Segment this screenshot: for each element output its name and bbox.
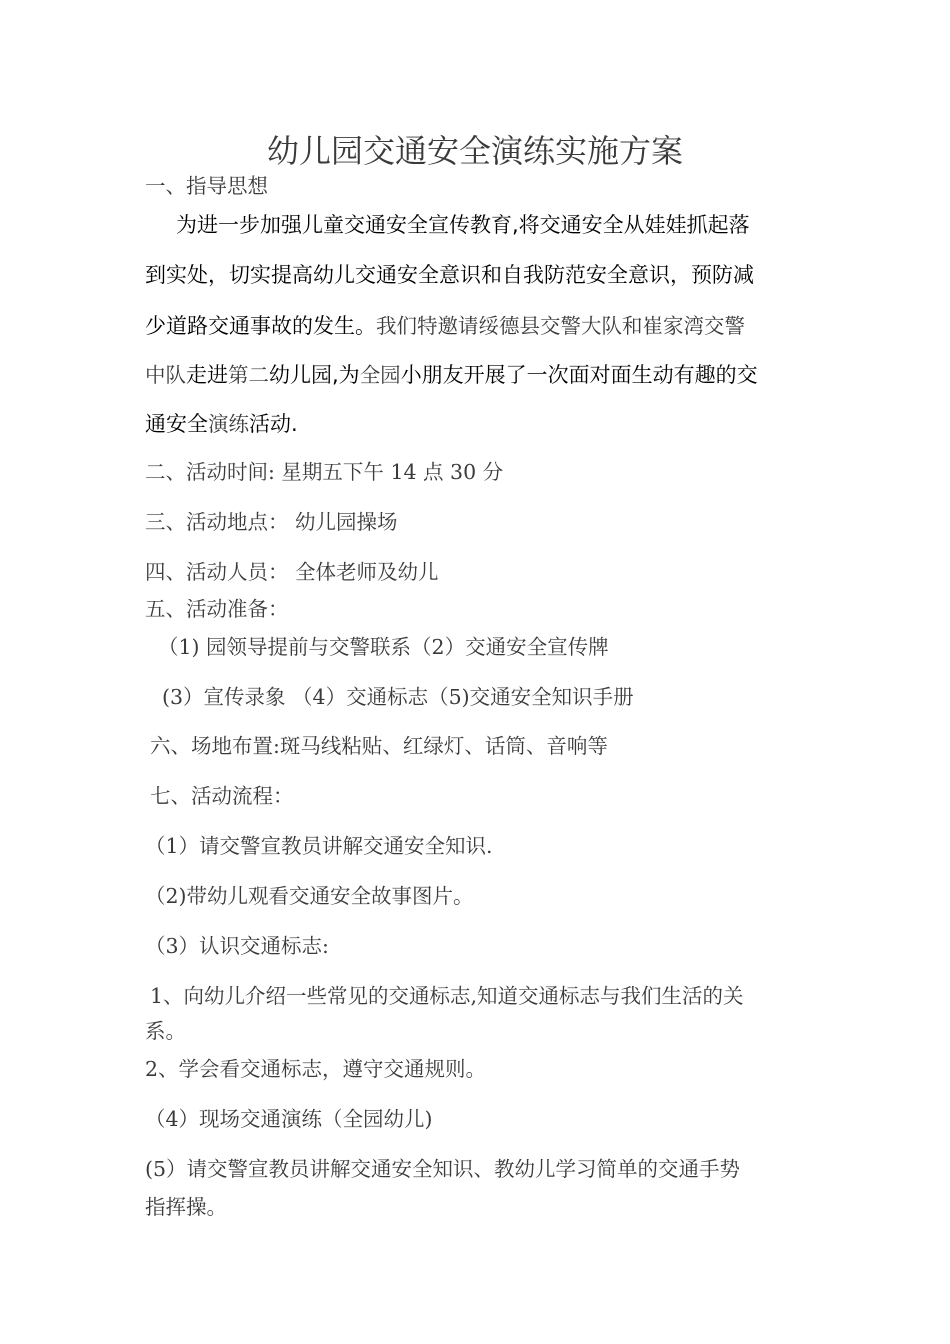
preparation-line-2: (3）宣传录象 （4）交通标志（5)交通安全知识手册 [162,685,634,709]
document-title: 幼儿园交通安全演练实施方案 [266,132,683,170]
paragraph-line-3 [145,311,745,341]
paragraph-line-1: 为进一步加强儿童交通安全宣传教育,将交通安全从娃娃抓起落 [176,213,750,237]
flow-item-1: （1）请交警宣教员讲解交通安全知识. [145,834,493,858]
flow-item-2: （2)带幼儿观看交通安全故事图片。 [145,884,474,908]
flow-item-3-sub-2: 2、学会看交通标志，遵守交通规则。 [145,1057,487,1081]
paragraph-line-4-part-a: 中队 [145,363,186,387]
flow-item-4: （4）现场交通演练（全园幼儿) [145,1107,433,1131]
paragraph-line-4-part-c: 第二 [228,363,269,387]
paragraph-line-4-part-d: 幼儿园,为 [269,363,360,387]
flow-item-3-sub-1-line-2: 系。 [145,1019,186,1043]
flow-item-5-line-1: (5）请交警宣教员讲解交通安全知识、教幼儿学习简单的交通手势 [145,1157,741,1181]
paragraph-line-5 [145,409,298,439]
section-5-heading: 五、活动准备： [145,597,289,621]
paragraph-line-5-part-b: 演练 [208,412,249,436]
paragraph-line-3-part-a: 少道路交通事故的发生。 [145,314,376,338]
section-7-heading: 七、活动流程： [150,784,294,808]
paragraph-line-5-part-c: 活动. [249,412,298,436]
paragraph-line-5-part-a: 通安全 [145,412,208,436]
paragraph-line-2: 到实处，切实提高幼儿交通安全意识和自我防范安全意识，预防减 [145,263,754,287]
section-4-participants: 四、活动人员： 全体老师及幼儿 [145,560,439,584]
flow-item-3: （3）认识交通标志: [145,934,329,958]
section-2-time: 二、活动时间: 星期五下午 14 点 30 分 [145,460,504,484]
section-6-layout: 六、场地布置:斑马线粘贴、红绿灯、话筒、音响等 [150,734,608,758]
preparation-line-1: （1) 园领导提前与交警联系（2）交通安全宣传牌 [158,635,609,659]
paragraph-line-4-part-b: 走进 [186,363,228,387]
paragraph-line-3-part-b: 我们特邀请绥德县交警大队和崔家湾交警 [376,314,745,338]
flow-item-3-sub-1-line-1: 1、向幼儿介绍一些常见的交通标志,知道交通标志与我们生活的关 [150,984,744,1008]
section-1-heading: 一、指导思想 [145,174,268,198]
paragraph-line-4-part-f: 小朋友开展了一次面对面生动有趣的交 [400,363,758,387]
flow-item-5-line-2: 指挥操。 [145,1195,227,1219]
paragraph-line-4-part-e: 全园 [359,363,401,387]
paragraph-line-4 [145,360,758,390]
section-3-location: 三、活动地点： 幼儿园操场 [145,510,398,534]
